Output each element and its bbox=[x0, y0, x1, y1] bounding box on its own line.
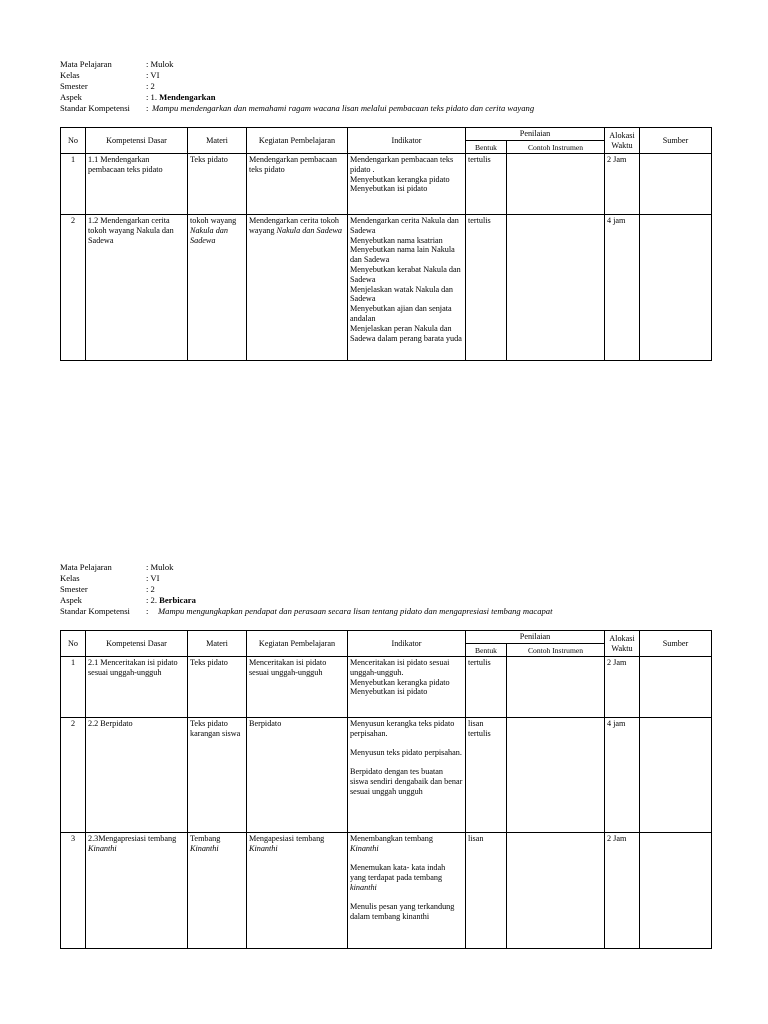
indicator-line: Mendengarkan cerita Nakula dan Sadewa bbox=[350, 216, 459, 235]
cell-no: 1 bbox=[61, 154, 86, 215]
value-mata-pelajaran: : Mulok bbox=[146, 562, 174, 572]
kegiatan-italic: Kinanthi bbox=[249, 843, 278, 853]
cell-indikator bbox=[348, 718, 466, 833]
indicator-line: Menyebutkan kerabat Nakula dan Sadewa bbox=[350, 264, 461, 284]
silabus-table-2 bbox=[60, 630, 712, 949]
cell-kegiatan bbox=[247, 215, 348, 361]
cell-sumber bbox=[640, 154, 712, 215]
indicator-line: Mendengarkan pembacaan teks pidato . bbox=[350, 155, 454, 174]
value-semester: : 2 bbox=[146, 80, 155, 91]
th-kegiatan: Kegiatan Pembelajaran bbox=[247, 631, 348, 657]
th-no: No bbox=[61, 128, 86, 154]
label-aspek: Aspek bbox=[60, 91, 82, 102]
value-aspek-number: : 2. bbox=[146, 594, 160, 605]
kd-text: 2.3Mengapresiasi tembang bbox=[88, 834, 177, 843]
indicator-line: Menjelaskan peran Nakula dan Sadewa dalam perang barata yuda bbox=[350, 323, 462, 343]
th-kompetensi-dasar: Kompetensi Dasar bbox=[86, 128, 188, 154]
cell-contoh-instrumen bbox=[507, 154, 605, 215]
label-kelas: Kelas bbox=[60, 69, 80, 80]
indicator-line: Menyebutkan isi pidato bbox=[350, 687, 428, 697]
cell-kd: 2.1 Menceritakan isi pidato sesuai unggah-ungguh bbox=[86, 657, 188, 718]
th-kegiatan: Kegiatan Pembelajaran bbox=[247, 128, 348, 154]
th-materi: Materi bbox=[188, 631, 247, 657]
value-semester: : 2 bbox=[146, 583, 155, 594]
indicator-line: Menyusun teks pidato perpisahan. bbox=[350, 748, 462, 758]
indicator-line: Menyebutkan nama ksatrian bbox=[350, 235, 443, 245]
th-contoh-instrumen: Contoh Instrumen bbox=[507, 141, 605, 154]
th-bentuk: Bentuk bbox=[466, 644, 507, 657]
indicator-line: Menyebutkan ajian dan senjata andalan bbox=[350, 304, 452, 323]
value-standar-kompetensi: Mampu mendengarkan dan memahami ragam wacana lisan melalui pembacaan teks pidato dan cerita wayang bbox=[152, 102, 535, 113]
cell-sumber bbox=[640, 215, 712, 361]
indicator-line: Menjelaskan watak Nakula dan Sadewa bbox=[350, 284, 453, 304]
value-mata-pelajaran: : Mulok bbox=[146, 59, 174, 69]
indicator-line: Menyebutkan isi pidato bbox=[350, 184, 428, 194]
indicator-line: Berpidato dengan tes buatan siswa sendiri dengabaik dan benar sesuai unggah ungguh bbox=[350, 767, 463, 796]
cell-bentuk: tertulis bbox=[466, 154, 507, 215]
cell-waktu: 2 Jam bbox=[605, 657, 640, 718]
indicator-line: Menyebutkan kerangka pidato bbox=[350, 174, 450, 184]
materi-italic: Kinanthi bbox=[190, 843, 219, 853]
kd-italic: Kinanthi bbox=[88, 843, 117, 853]
label-semester: Smester bbox=[60, 583, 88, 594]
th-materi: Materi bbox=[188, 128, 247, 154]
indicator-line: Menceritakan isi pidato sesuai unggah-ungguh. bbox=[350, 658, 450, 677]
cell-no: 1 bbox=[61, 657, 86, 718]
value-standar-kompetensi: Mampu mengungkapkan pendapat dan perasaan secara lisan tentang pidato dan mengapresiasi tembang macapat bbox=[158, 605, 553, 616]
indicator-line: Menyebutkan nama lain Nakula dan Sadewa bbox=[350, 245, 455, 265]
th-penilaian: Penilaian bbox=[466, 631, 605, 644]
label-semester: Smester bbox=[60, 80, 88, 91]
header-block-2 bbox=[60, 562, 552, 617]
th-alokasi-waktu bbox=[605, 631, 640, 657]
th-sumber: Sumber bbox=[640, 128, 712, 154]
th-no: No bbox=[61, 631, 86, 657]
table-row bbox=[61, 215, 712, 361]
cell-materi: Teks pidato karangan siswa bbox=[188, 718, 247, 833]
cell-kd: 1.1 Mendengarkan pembacaan teks pidato bbox=[86, 154, 188, 215]
cell-bentuk: tertulis bbox=[466, 215, 507, 361]
value-aspek: Mendengarkan bbox=[159, 91, 216, 102]
indicator-line bbox=[350, 844, 463, 854]
kegiatan-italic: Nakula dan Sadewa bbox=[276, 225, 343, 235]
materi-italic: Nakula dan Sadewa bbox=[190, 225, 228, 245]
cell-sumber bbox=[640, 718, 712, 833]
table-row bbox=[61, 718, 712, 833]
cell-bentuk: lisan tertulis bbox=[466, 718, 507, 833]
cell-materi: Teks pidato bbox=[188, 154, 247, 215]
cell-bentuk: tertulis bbox=[466, 657, 507, 718]
cell-sumber bbox=[640, 833, 712, 949]
cell-kd: 1.2 Mendengarkan cerita tokoh wayang Nakula dan Sadewa bbox=[86, 215, 188, 361]
cell-kegiatan: Berpidato bbox=[247, 718, 348, 833]
cell-no: 2 bbox=[61, 718, 86, 833]
cell-sumber bbox=[640, 657, 712, 718]
cell-materi bbox=[188, 833, 247, 949]
cell-indikator bbox=[348, 833, 466, 949]
cell-contoh-instrumen bbox=[507, 215, 605, 361]
th-alokasi: Alokasi bbox=[609, 130, 635, 140]
value-aspek: Berbicara bbox=[159, 594, 196, 605]
sk-colon: : bbox=[146, 102, 149, 113]
materi-text: Tembang bbox=[190, 834, 221, 843]
cell-indikator bbox=[348, 215, 466, 361]
cell-waktu: 4 jam bbox=[605, 215, 640, 361]
th-alokasi: Alokasi bbox=[609, 633, 635, 643]
cell-kegiatan: Menceritakan isi pidato sesuai unggah-ungguh bbox=[247, 657, 348, 718]
indicator-line: Menembangkan tembang bbox=[350, 834, 433, 843]
cell-materi bbox=[188, 215, 247, 361]
label-kelas: Kelas bbox=[60, 572, 80, 583]
cell-waktu: 2 Jam bbox=[605, 154, 640, 215]
indicator-italic: Kinanthi bbox=[350, 843, 379, 853]
th-waktu: Waktu bbox=[611, 643, 633, 653]
label-standar-kompetensi: Standar Kompetensi bbox=[60, 102, 130, 113]
cell-kd: 2.2 Berpidato bbox=[86, 718, 188, 833]
cell-no: 2 bbox=[61, 215, 86, 361]
th-sumber: Sumber bbox=[640, 631, 712, 657]
sk-colon: : bbox=[146, 605, 149, 616]
label-mata-pelajaran: Mata Pelajaran bbox=[60, 59, 112, 69]
indicator-line: Menyusun kerangka teks pidato perpisahan. bbox=[350, 719, 455, 738]
cell-bentuk: lisan bbox=[466, 833, 507, 949]
cell-waktu: 4 jam bbox=[605, 718, 640, 833]
th-indikator: Indikator bbox=[348, 631, 466, 657]
kegiatan-text: Mengapesiasi tembang bbox=[249, 834, 325, 843]
th-alokasi-waktu bbox=[605, 128, 640, 154]
cell-contoh-instrumen bbox=[507, 718, 605, 833]
indicator-line: Menulis pesan yang terkandung dalam tembang kinanthi bbox=[350, 901, 455, 921]
cell-no: 3 bbox=[61, 833, 86, 949]
th-indikator: Indikator bbox=[348, 128, 466, 154]
cell-contoh-instrumen bbox=[507, 657, 605, 718]
cell-kegiatan bbox=[247, 833, 348, 949]
table-row bbox=[61, 657, 712, 718]
cell-waktu: 2 Jam bbox=[605, 833, 640, 949]
label-aspek: Aspek bbox=[60, 594, 82, 605]
materi-text: tokoh wayang bbox=[190, 216, 237, 225]
th-contoh-instrumen: Contoh Instrumen bbox=[507, 644, 605, 657]
cell-kd bbox=[86, 833, 188, 949]
indicator-line: Menemukan kata- kata indah yang terdapat pada tembang bbox=[350, 863, 446, 882]
cell-indikator bbox=[348, 657, 466, 718]
kegiatan-text: Mendengarkan cerita tokoh wayang bbox=[249, 216, 340, 235]
th-bentuk: Bentuk bbox=[466, 141, 507, 154]
indicator-italic: kinanthi bbox=[350, 882, 377, 892]
table-row bbox=[61, 154, 712, 215]
value-kelas: : VI bbox=[146, 572, 160, 583]
th-penilaian: Penilaian bbox=[466, 128, 605, 141]
th-waktu: Waktu bbox=[611, 140, 633, 150]
value-kelas: : VI bbox=[146, 69, 160, 80]
cell-indikator bbox=[348, 154, 466, 215]
header-block-1 bbox=[60, 59, 534, 114]
table-row bbox=[61, 833, 712, 949]
indicator-line bbox=[350, 883, 463, 893]
silabus-table-1 bbox=[60, 127, 712, 361]
cell-contoh-instrumen bbox=[507, 833, 605, 949]
label-mata-pelajaran: Mata Pelajaran bbox=[60, 562, 112, 572]
th-kompetensi-dasar: Kompetensi Dasar bbox=[86, 631, 188, 657]
cell-materi: Teks pidato bbox=[188, 657, 247, 718]
indicator-line: Menyebutkan kerangka pidato bbox=[350, 677, 450, 687]
label-standar-kompetensi: Standar Kompetensi bbox=[60, 605, 130, 616]
cell-kegiatan: Mendengarkan pembacaan teks pidato bbox=[247, 154, 348, 215]
value-aspek-number: : 1. bbox=[146, 91, 160, 102]
